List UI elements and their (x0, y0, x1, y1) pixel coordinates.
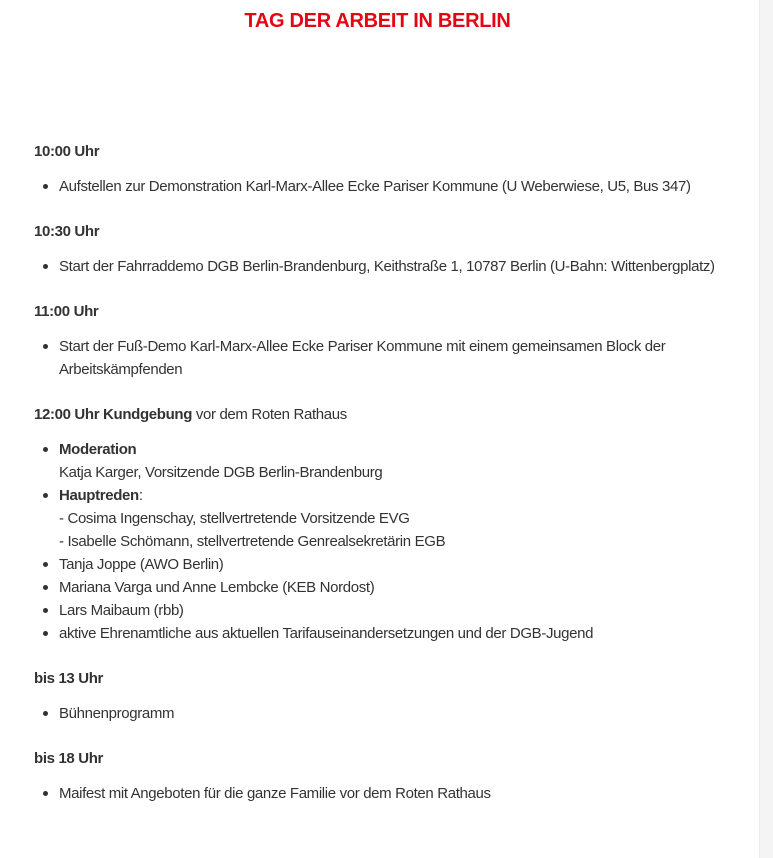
time-heading: bis 18 Uhr (34, 750, 104, 767)
speaker-line: - Cosima Ingenschay, stellvertretende Vorsitzende EVG (59, 510, 410, 527)
hauptreden-label: Hauptreden (59, 487, 139, 504)
moderation-label: Moderation (59, 441, 137, 458)
list-item: Maifest mit Angeboten für die ganze Familie vor dem Roten Rathaus (34, 782, 724, 805)
time-heading (34, 403, 724, 426)
list-item-moderation (34, 438, 724, 484)
time-heading: 10:00 Uhr (34, 143, 100, 160)
scrollbar-track[interactable] (759, 0, 773, 858)
schedule-list (34, 782, 724, 805)
time-heading-location: vor dem Roten Rathaus (192, 406, 347, 423)
hauptreden-colon: : (138, 487, 143, 504)
schedule-list (34, 335, 724, 381)
time-heading-bold: 12:00 Uhr Kundgebung (34, 406, 193, 423)
schedule-list (34, 438, 724, 645)
list-item: Mariana Varga und Anne Lembcke (KEB Nordost) (34, 576, 724, 599)
time-heading: 10:30 Uhr (34, 223, 100, 240)
list-item: Aufstellen zur Demonstration Karl-Marx-Allee Ecke Pariser Kommune (U Weberwiese, U5, Bus 347) (34, 175, 724, 198)
speaker-line: - Isabelle Schömann, stellvertretende Genrealsekretärin EGB (59, 533, 446, 550)
list-item: Start der Fuß-Demo Karl-Marx-Allee Ecke Pariser Kommune mit einem gemeinsamen Block der Arbeitskämpfenden (34, 335, 724, 381)
list-item: Bühnenprogramm (34, 702, 724, 725)
list-item: Start der Fahrraddemo DGB Berlin-Brandenburg, Keithstraße 1, 10787 Berlin (U-Bahn: Wittenbergplatz) (34, 255, 724, 278)
schedule (34, 140, 724, 805)
schedule-list (34, 175, 724, 198)
list-item: Lars Maibaum (rbb) (34, 599, 724, 622)
list-item: Tanja Joppe (AWO Berlin) (34, 553, 724, 576)
page-title: TAG DER ARBEIT IN BERLIN (244, 10, 511, 32)
list-item: aktive Ehrenamtliche aus aktuellen Tarifauseinandersetzungen und der DGB-Jugend (34, 622, 724, 645)
schedule-list (34, 255, 724, 278)
time-heading: bis 13 Uhr (34, 670, 104, 687)
schedule-list (34, 702, 724, 725)
list-item-hauptreden (34, 484, 724, 553)
time-heading: 11:00 Uhr (34, 303, 99, 320)
moderation-text: Katja Karger, Vorsitzende DGB Berlin-Brandenburg (59, 464, 383, 481)
hauptreden-heading (59, 484, 724, 507)
